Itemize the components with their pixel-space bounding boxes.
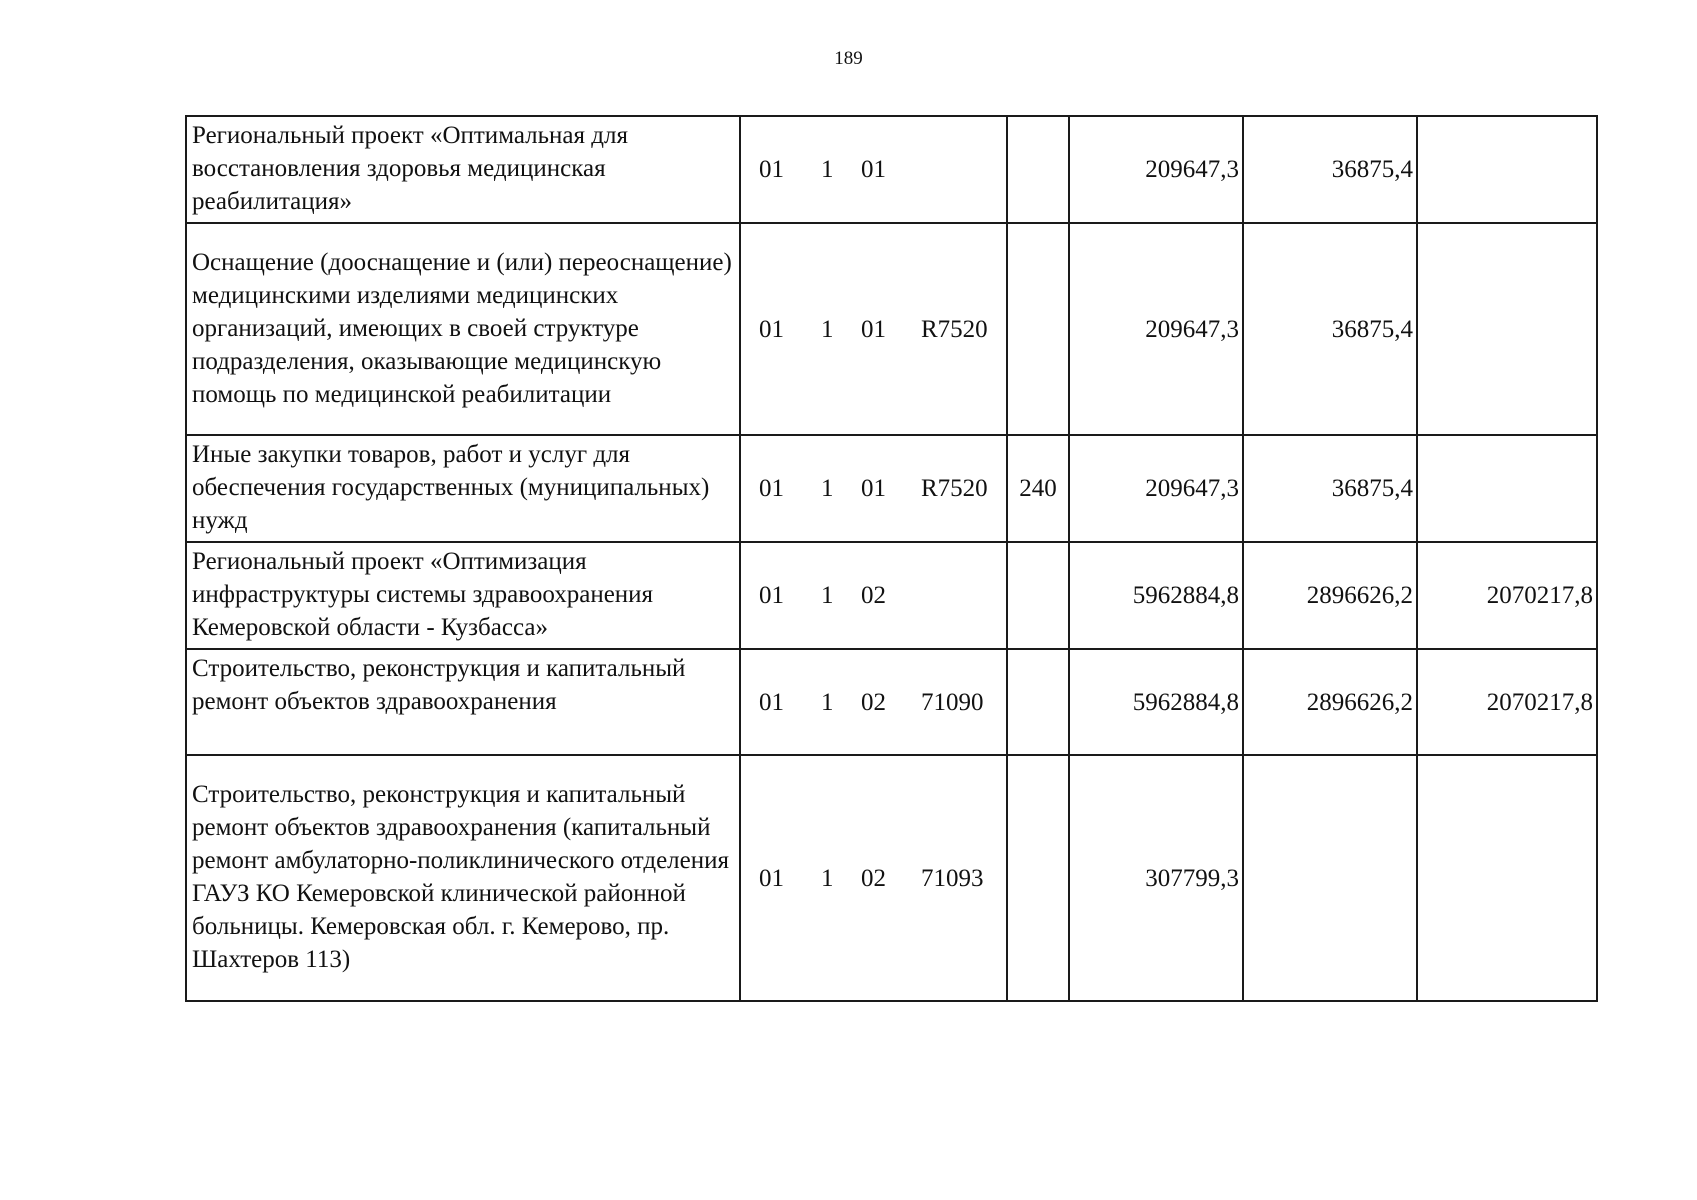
amount-year-1: 5962884,8: [1069, 649, 1243, 755]
project-code: 01: [861, 475, 886, 502]
amount-year-3: 2070217,8: [1417, 542, 1597, 649]
table-row: [186, 649, 1597, 755]
subprogram-code: 1: [821, 688, 834, 716]
expense-type-cell: [1007, 542, 1069, 649]
subprogram-code: 1: [821, 475, 834, 502]
amount-year-2: 36875,4: [1243, 116, 1417, 223]
table-row: [186, 755, 1597, 1001]
row-codes-cell: [740, 223, 1007, 435]
project-code: 01: [861, 315, 886, 343]
program-code: 01: [759, 582, 784, 609]
row-name-cell: Оснащение (дооснащение и (или) переоснащение) медицинскими изделиями медицинских организаций, имеющих в своей структуре подразделения, оказывающие медицинскую помощь по медицинской реабилитации: [186, 223, 740, 435]
row-name-cell: Строительство, реконструкция и капитальный ремонт объектов здравоохранения (капитальный ремонт амбулаторно-поликлинического отделения ГАУЗ КО Кемеровской клинической районной больницы. Кемеровская обл. г. Кемерово, пр. Шахтеров 113): [186, 755, 740, 1001]
direction-code: 71093: [921, 864, 984, 892]
project-code: 02: [861, 864, 886, 892]
subprogram-code: 1: [821, 315, 834, 343]
project-code: 02: [861, 582, 886, 609]
expense-type-cell: [1007, 649, 1069, 755]
amount-year-3: [1417, 116, 1597, 223]
amount-year-1: 209647,3: [1069, 116, 1243, 223]
page-number: 189: [834, 48, 863, 69]
amount-year-2: [1243, 755, 1417, 1001]
budget-table: [185, 115, 1598, 1002]
row-name-cell: Иные закупки товаров, работ и услуг для обеспечения государственных (муниципальных) нужд: [186, 435, 740, 542]
direction-code: 71090: [921, 688, 984, 716]
expense-type-cell: [1007, 755, 1069, 1001]
row-name-cell: Региональный проект «Оптимизация инфраструктуры системы здравоохранения Кемеровской области - Кузбасса»: [186, 542, 740, 649]
direction-code: R7520: [921, 475, 988, 502]
amount-year-3: [1417, 223, 1597, 435]
expense-type-cell: 240: [1007, 435, 1069, 542]
table-row: [186, 223, 1597, 435]
row-codes-cell: [740, 435, 1007, 542]
amount-year-2: 36875,4: [1243, 223, 1417, 435]
row-codes-cell: [740, 542, 1007, 649]
program-code: 01: [759, 315, 784, 343]
amount-year-2: 36875,4: [1243, 435, 1417, 542]
subprogram-code: 1: [821, 156, 834, 183]
subprogram-code: 1: [821, 864, 834, 892]
program-code: 01: [759, 688, 784, 716]
amount-year-1: 5962884,8: [1069, 542, 1243, 649]
program-code: 01: [759, 864, 784, 892]
amount-year-1: 209647,3: [1069, 223, 1243, 435]
amount-year-1: 209647,3: [1069, 435, 1243, 542]
subprogram-code: 1: [821, 582, 834, 609]
row-name-cell: Региональный проект «Оптимальная для восстановления здоровья медицинская реабилитация»: [186, 116, 740, 223]
amount-year-3: [1417, 755, 1597, 1001]
expense-type-cell: [1007, 223, 1069, 435]
table-row: [186, 435, 1597, 542]
table-row: [186, 542, 1597, 649]
amount-year-2: 2896626,2: [1243, 542, 1417, 649]
project-code: 01: [861, 156, 886, 183]
amount-year-3: 2070217,8: [1417, 649, 1597, 755]
row-codes-cell: [740, 649, 1007, 755]
amount-year-3: [1417, 435, 1597, 542]
direction-code: R7520: [921, 315, 988, 343]
program-code: 01: [759, 475, 784, 502]
table-row: [186, 116, 1597, 223]
project-code: 02: [861, 688, 886, 716]
expense-type-cell: [1007, 116, 1069, 223]
row-name-cell: Строительство, реконструкция и капитальный ремонт объектов здравоохранения: [186, 649, 740, 755]
row-codes-cell: [740, 116, 1007, 223]
amount-year-2: 2896626,2: [1243, 649, 1417, 755]
program-code: 01: [759, 156, 784, 183]
amount-year-1: 307799,3: [1069, 755, 1243, 1001]
row-codes-cell: [740, 755, 1007, 1001]
